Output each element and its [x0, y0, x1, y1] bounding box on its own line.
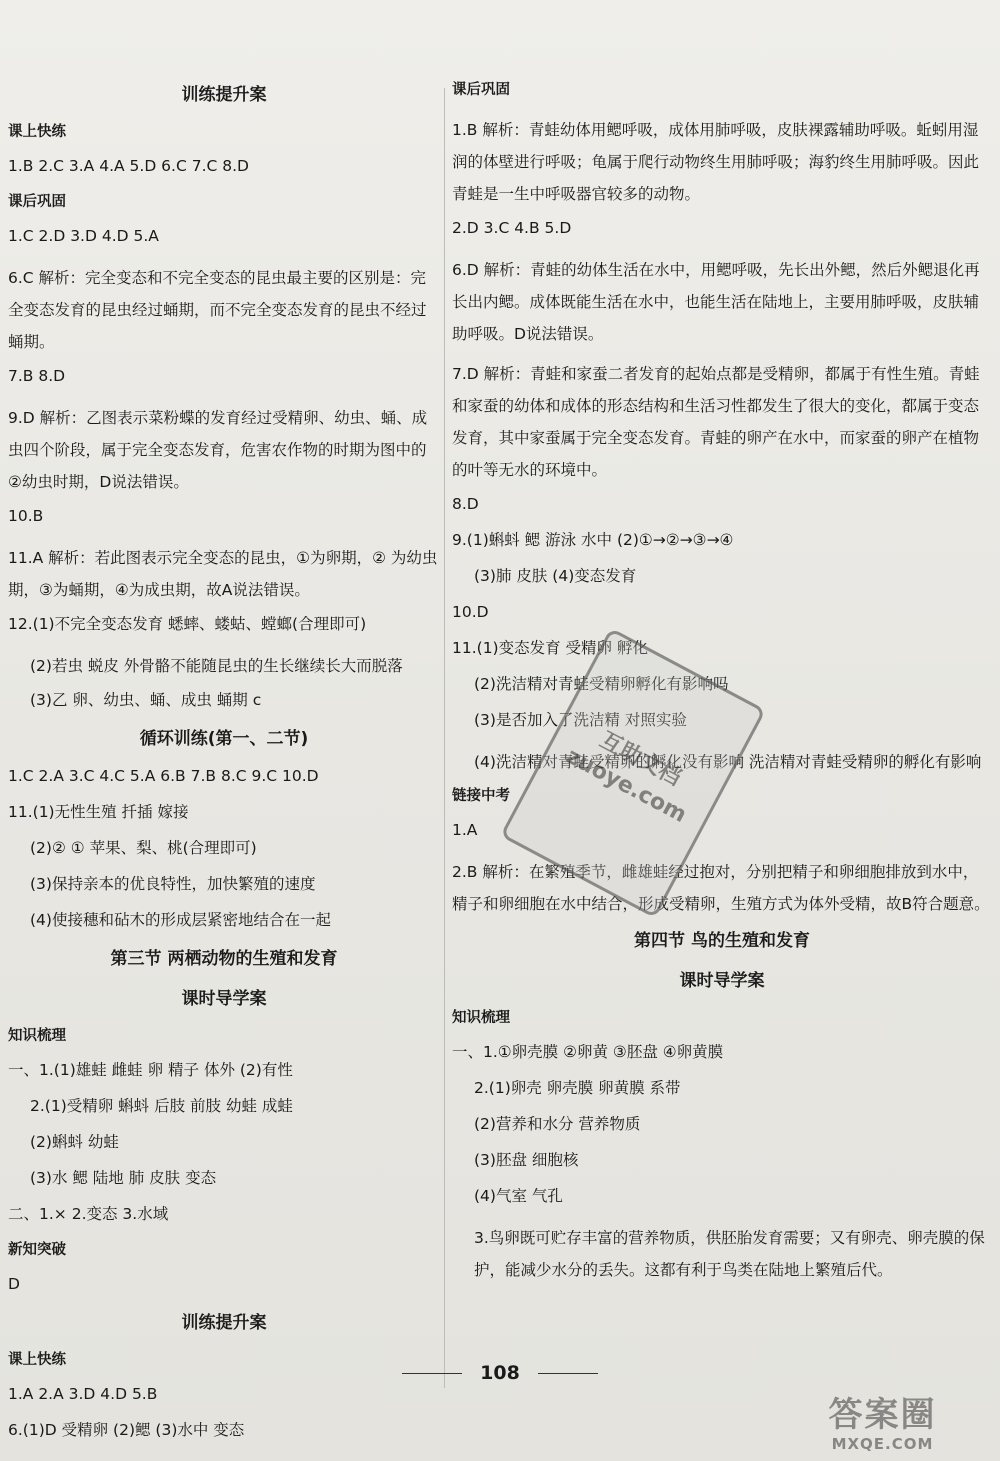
answer-paragraph: 6.D 解析：青蛙的幼体生活在水中，用鳃呼吸，先长出外鳃，然后外鳃退化再长出内鳃。成体既能生活在水中，也能生活在陆地上，主要用肺呼吸，皮肤辅助呼吸。D说法错误。: [452, 261, 980, 343]
subsection-label: 新知突破: [8, 1242, 66, 1258]
answer-line: 一、1.(1)雄蛙 雌蛙 卵 精子 体外 (2)有性: [8, 1061, 293, 1079]
answer-line: 1.C 2.D 3.D 4.D 5.A: [8, 227, 159, 245]
section-heading: 第四节 鸟的生殖和发育: [634, 931, 810, 951]
answer-line: 7.B 8.D: [8, 367, 66, 385]
answer-line: 10.B: [8, 507, 44, 525]
answer-line: (3)胚盘 细胞核: [474, 1151, 579, 1169]
answer-paragraph: 7.D 解析：青蛙和家蚕二者发育的起始点都是受精卵，都属于有性生殖。青蛙和家蚕的幼体和成体的形态结构和生活习性都发生了很大的变化，都属于变态发育，其中家蚕属于完全变态发育。青蛙的卵产在水中，而家蚕的卵产在植物的叶等无水的环境中。: [452, 365, 980, 479]
answer-line: (3)是否加入了洗洁精 对照实验: [474, 711, 687, 729]
answer-line: D: [8, 1275, 20, 1293]
section-heading: 第三节 两栖动物的生殖和发育: [110, 949, 338, 969]
section-heading: 课时导学案: [679, 971, 765, 991]
answer-line: (2)洗洁精对青蛙受精卵孵化有影响吗: [474, 675, 729, 693]
stamp-text: 互助文档 zuoye.com: [561, 727, 691, 828]
answer-line: 1.A 2.A 3.D 4.D 5.B: [8, 1385, 158, 1403]
page-number: 108: [480, 1362, 520, 1384]
answer-line: 9.(1)蝌蚪 鳃 游泳 水中 (2)①→②→③→④: [452, 531, 734, 549]
answer-line: 8.D: [452, 495, 479, 513]
watermark-main-text: 答案圈: [828, 1395, 937, 1435]
answer-line: 11.(1)变态发育 受精卵 孵化: [452, 639, 648, 657]
answer-line: 12.(1)不完全变态发育 蟋蟀、蝼蛄、螳螂(合理即可): [8, 615, 367, 633]
footer-rule-left: [402, 1373, 462, 1374]
answer-paragraph: 1.B 解析：青蛙幼体用鳃呼吸，成体用肺呼吸，皮肤裸露辅助呼吸。蚯蚓用湿润的体壁进行呼吸；龟属于爬行动物终生用肺呼吸；海豹终生用肺呼吸。因此青蛙是一生中呼吸器官较多的动物。: [452, 121, 980, 203]
subsection-label: 知识梳理: [8, 1028, 66, 1044]
site-watermark-logo: [770, 1395, 995, 1457]
section-heading: 训练提升案: [181, 85, 267, 105]
subsection-label: 课上快练: [8, 124, 66, 140]
answer-line: 1.A: [452, 821, 478, 839]
answer-line: 1.C 2.A 3.C 4.C 5.A 6.B 7.B 8.C 9.C 10.D: [8, 767, 319, 785]
answer-paragraph: 6.C 解析：完全变态和不完全变态的昆虫最主要的区别是：完全变态发育的昆虫经过蛹期，而不完全变态发育的昆虫不经过蛹期。: [8, 269, 427, 351]
answer-line: 二、1.× 2.变态 3.水域: [8, 1205, 169, 1223]
answer-paragraph: 9.D 解析：乙图表示菜粉蝶的发育经过受精卵、幼虫、蛹、成虫四个阶段，属于完全变态发育，危害农作物的时期为图中的②幼虫时期，D说法错误。: [8, 409, 428, 491]
answer-line: (3)保持亲本的优良特性，加快繁殖的速度: [30, 875, 316, 893]
answer-line: (2)② ① 苹果、梨、桃(合理即可): [30, 839, 257, 857]
answer-line: 1.B 2.C 3.A 4.A 5.D 6.C 7.C 8.D: [8, 157, 249, 175]
answer-paragraph: 3.鸟卵既可贮存丰富的营养物质，供胚胎发育需要；又有卵壳、卵壳膜的保护，能减少水分的丢失。这都有利于鸟类在陆地上繁殖后代。: [474, 1229, 985, 1279]
answer-line: (4)使接穗和砧木的形成层紧密地结合在一起: [30, 911, 331, 929]
column-divider: [444, 88, 445, 1388]
answer-line: (3)水 鳃 陆地 肺 皮肤 变态: [30, 1169, 217, 1187]
answer-line: (2)营养和水分 营养物质: [474, 1115, 641, 1133]
section-heading: 课时导学案: [181, 989, 267, 1009]
answer-line: 2.D 3.C 4.B 5.D: [452, 219, 572, 237]
watermark-sub-text: MXQE.COM: [831, 1435, 934, 1453]
answer-line: 一、1.①卵壳膜 ②卵黄 ③胚盘 ④卵黄膜: [452, 1043, 724, 1061]
answer-line: (3)乙 卵、幼虫、蛹、成虫 蛹期 c: [30, 691, 262, 709]
answer-line: 2.(1)受精卵 蝌蚪 后肢 前肢 幼蛙 成蛙: [30, 1097, 293, 1115]
subsection-label: 课上快练: [8, 1352, 66, 1368]
answer-line: 2.(1)卵壳 卵壳膜 卵黄膜 系带: [474, 1079, 681, 1097]
answer-paragraph: (2)若虫 蜕皮 外骨骼不能随昆虫的生长继续长大而脱落: [30, 657, 403, 675]
footer-rule-right: [538, 1373, 598, 1374]
subsection-label: 知识梳理: [452, 1010, 510, 1026]
answer-line: (4)气室 气孔: [474, 1187, 563, 1205]
page-footer: [0, 1362, 1000, 1384]
subsection-label: 链接中考: [452, 788, 510, 804]
answer-paragraph: (4)洗洁精对青蛙受精卵的孵化没有影响 洗洁精对青蛙受精卵的孵化有影响: [474, 753, 982, 771]
subsection-label: 课后巩固: [452, 82, 510, 98]
section-heading: 循环训练(第一、二节): [139, 729, 309, 749]
answer-line: (3)肺 皮肤 (4)变态发育: [474, 567, 637, 585]
answer-line: 6.(1)D 受精卵 (2)鳃 (3)水中 变态: [8, 1421, 245, 1439]
section-heading: 训练提升案: [181, 1313, 267, 1333]
answer-line: 10.D: [452, 603, 489, 621]
answer-line: 11.(1)无性生殖 扦插 嫁接: [8, 803, 189, 821]
answer-paragraph: 2.B 解析：在繁殖季节，雌雄蛙经过抱对，分别把精子和卵细胞排放到水中，精子和卵细胞在水中结合，形成受精卵，生殖方式为体外受精，故B符合题意。: [452, 863, 990, 913]
subsection-label: 课后巩固: [8, 194, 66, 210]
left-column: [8, 80, 440, 1456]
answer-paragraph: 11.A 解析：若此图表示完全变态的昆虫，①为卵期，② 为幼虫期，③为蛹期，④为成虫期，故A说法错误。: [8, 549, 438, 599]
answer-line: (2)蝌蚪 幼蛙: [30, 1133, 119, 1151]
